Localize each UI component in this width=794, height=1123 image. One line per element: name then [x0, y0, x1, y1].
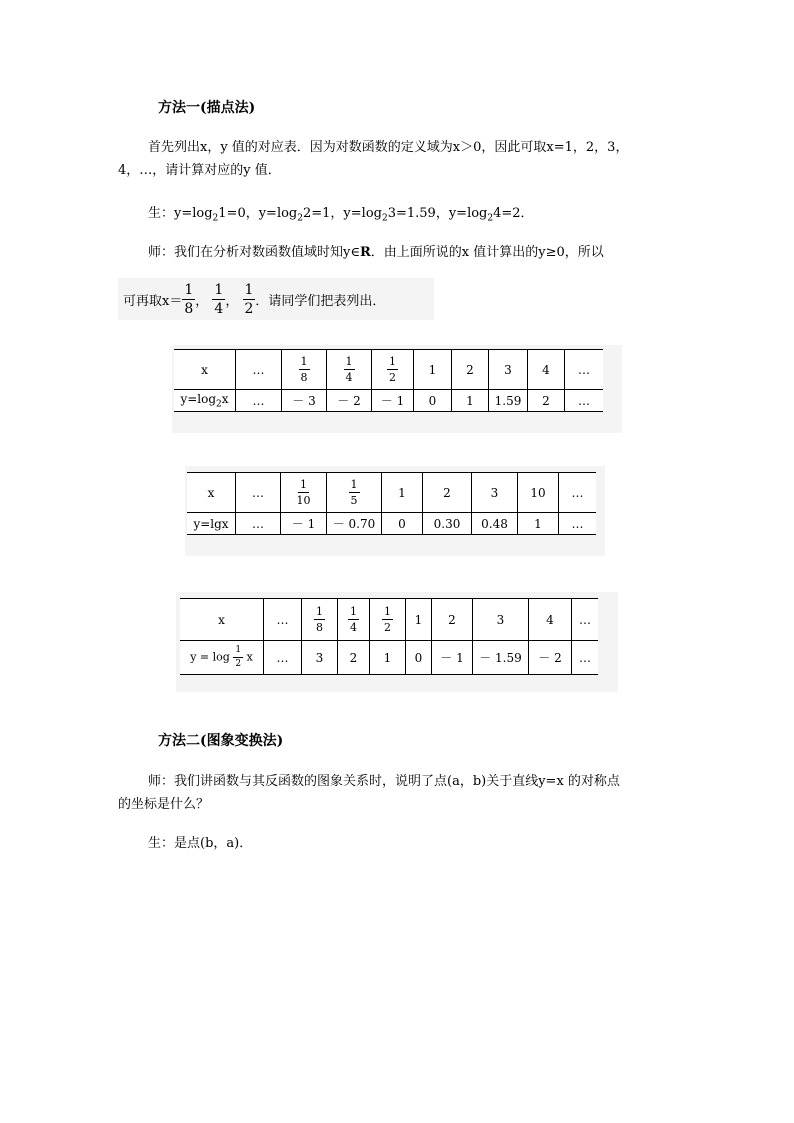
table-header-y: $y=\log_2x$: [180, 391, 229, 410]
table-cell: － 1.59: [473, 641, 529, 675]
table-cell: $\frac{1}{8}$: [302, 599, 338, 641]
table-cell: 2: [452, 350, 489, 390]
table-cell: － 3: [282, 390, 327, 412]
table-cell: …: [264, 641, 302, 675]
fraction-one-half: $\frac{1}{2}$: [244, 281, 254, 317]
table-cell: 0.48: [472, 513, 518, 535]
table-cell: …: [565, 350, 604, 390]
student-answer-2: 生：是点(b，a)．: [148, 836, 253, 851]
table-header-x: x: [180, 599, 264, 641]
table-cell: － 0.70: [327, 513, 382, 535]
table-cell: 0.30: [423, 513, 472, 535]
table-cell: …: [236, 513, 281, 535]
table-cell: $\frac{1}{4}$: [327, 350, 372, 390]
table-cell: …: [572, 599, 599, 641]
table-cell: 1: [452, 390, 489, 412]
table-cell: 1: [414, 350, 452, 390]
teacher-remark-2: 可再取x＝ $\frac{1}{8}$ ， $\frac{1}{4}$ ， $\frac{1}{2}$ ．请同学们把表列出．: [123, 281, 386, 317]
table-cell: 1: [370, 641, 406, 675]
table-cell: 0: [414, 390, 452, 412]
table-cell: 2: [528, 390, 565, 412]
table-cell: － 1: [372, 390, 414, 412]
method2-title: 方法二(图象变换法): [158, 733, 284, 749]
table-cell: …: [236, 390, 282, 412]
table-cell: …: [559, 473, 597, 513]
student-answer-1: 生：$y=\log_21=0$，$y=\log_22=1$，$y=\log_23=1.59$，$y=\log_24=2$．: [148, 206, 534, 224]
table-log2: [174, 349, 603, 412]
table-cell: － 2: [327, 390, 372, 412]
table-cell: 3: [473, 599, 529, 641]
table-cell: 0: [406, 641, 432, 675]
table-cell: …: [559, 513, 597, 535]
table-cell: 3: [302, 641, 338, 675]
fraction-one-quarter: $\frac{1}{4}$: [214, 281, 224, 317]
table-cell: － 2: [529, 641, 572, 675]
table-cell: 0: [382, 513, 423, 535]
table-cell: － 1: [432, 641, 473, 675]
table-header-x: x: [187, 473, 236, 513]
teacher-question-line1: 师：我们讲函数与其反函数的图象关系时，说明了点(a，b)关于直线y=x 的对称点: [148, 774, 620, 789]
table-cell: …: [264, 599, 302, 641]
method1-title: 方法一(描点法): [158, 100, 256, 116]
teacher-remark-1: 师：我们在分析对数函数值域时知y∈R．由上面所说的x 值计算出的y≥0，所以: [148, 245, 604, 260]
table-cell: $\frac{1}{2}$: [370, 599, 406, 641]
table-cell: $\frac{1}{8}$: [282, 350, 327, 390]
method1-paragraph-line2: 4，…，请计算对应的y 值．: [118, 163, 281, 178]
table-cell: $\frac{1}{5}$: [327, 473, 382, 513]
table-cell: － 1: [281, 513, 327, 535]
table-cell: $\frac{1}{2}$: [372, 350, 414, 390]
table-header-y: y=lgx: [193, 516, 229, 531]
table-lg: [187, 472, 596, 535]
table-cell: …: [565, 390, 604, 412]
table-cell: $\frac{1}{4}$: [338, 599, 370, 641]
table-header-x: x: [174, 350, 236, 390]
table-cell: 1: [406, 599, 432, 641]
table-cell: …: [572, 641, 599, 675]
table-log-half: [180, 598, 598, 675]
method1-paragraph-line1: 首先列出x，y 值的对应表．因为对数函数的定义域为x＞0，因此可取x=1，2，3，: [148, 140, 629, 155]
table-cell: 4: [529, 599, 572, 641]
table-cell: 4: [528, 350, 565, 390]
table-cell: 1.59: [489, 390, 528, 412]
table-cell: 2: [432, 599, 473, 641]
table-cell: 2: [423, 473, 472, 513]
table-cell: 1: [518, 513, 559, 535]
table-cell: 10: [518, 473, 559, 513]
table-cell: 3: [489, 350, 528, 390]
table-header-y: y = log $\frac{1}{2}$ x: [190, 645, 253, 669]
table-cell: …: [236, 473, 281, 513]
teacher-question-line2: 的坐标是什么？: [118, 797, 210, 812]
table-cell: $\frac{1}{10}$: [281, 473, 327, 513]
fraction-one-eighth: $\frac{1}{8}$: [184, 281, 194, 317]
table-cell: 3: [472, 473, 518, 513]
table-cell: 1: [382, 473, 423, 513]
table-cell: 2: [338, 641, 370, 675]
table-cell: …: [236, 350, 282, 390]
